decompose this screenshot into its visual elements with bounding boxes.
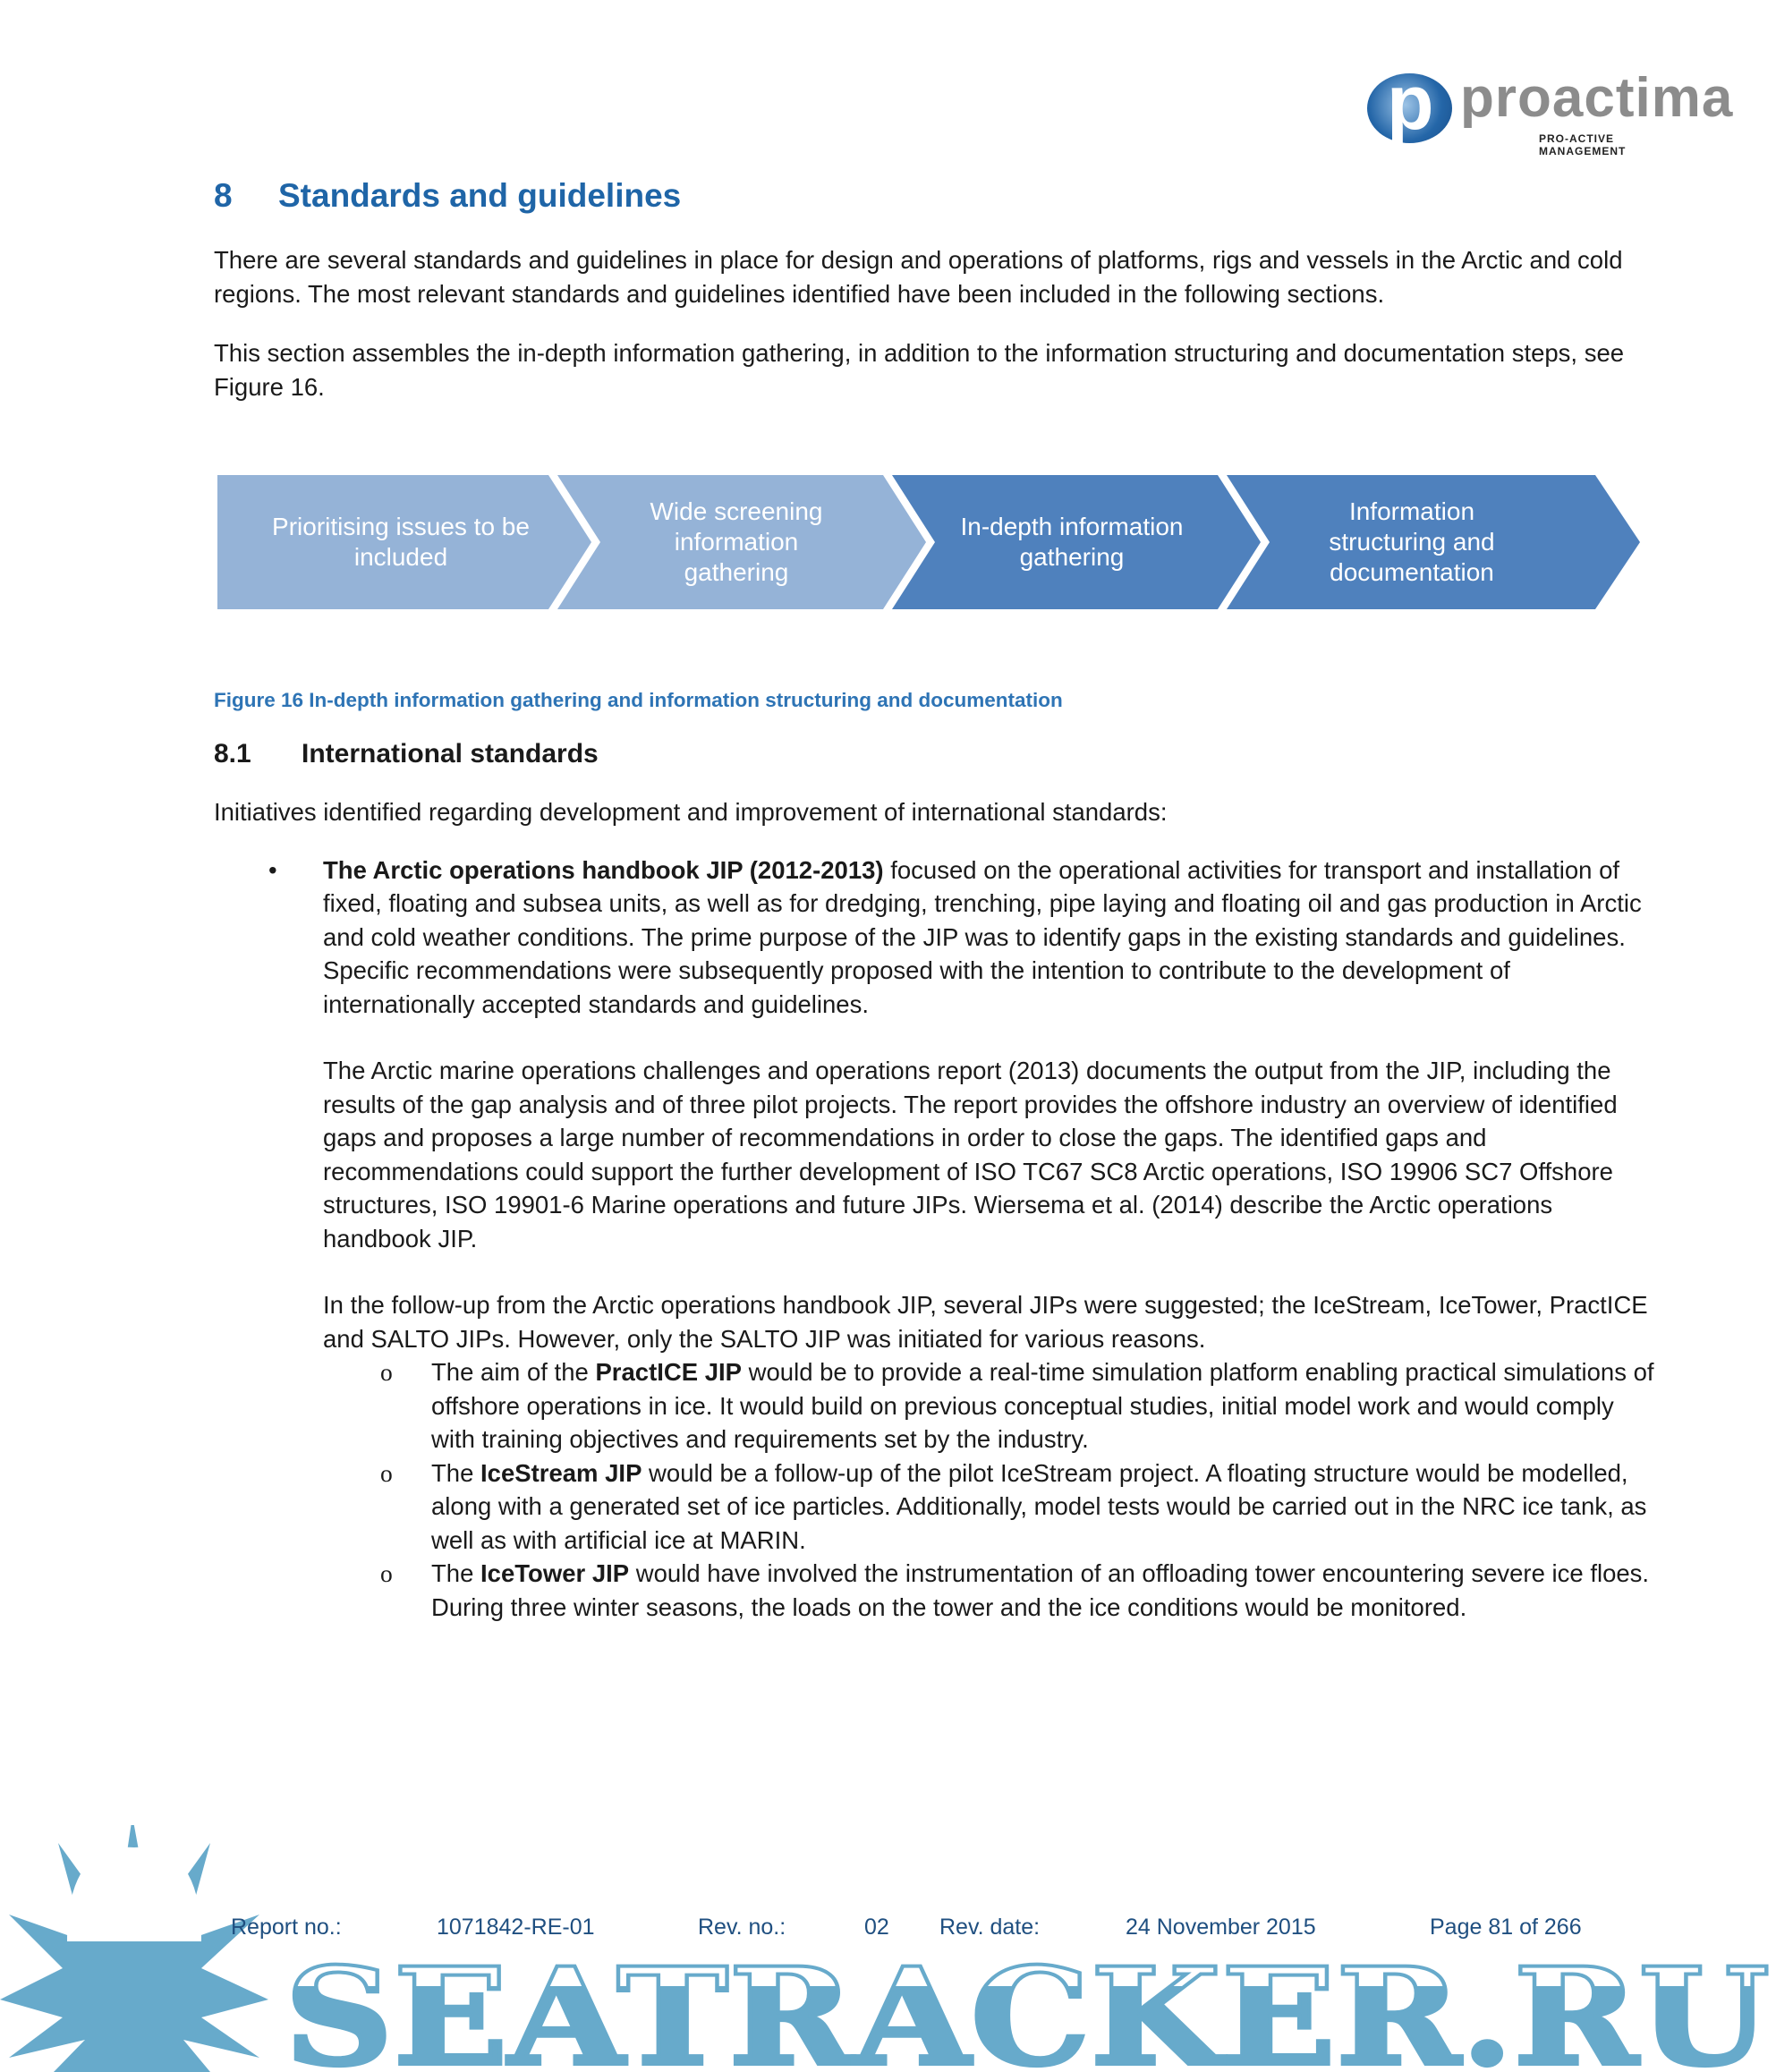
watermark-text: SEATRACKER.RU	[285, 1955, 1770, 2072]
bullet-paragraph-3: In the follow-up from the Arctic operations handbook JIP, several JIPs were suggested; the IceStream, IceTower, PractICE and SALTO JIPs. However, only the SALTO JIP was initiated for various reasons.	[323, 1291, 1648, 1353]
sub-bullet-item	[323, 1557, 1663, 1624]
sub-bullet-icetower	[431, 1557, 1663, 1624]
rev-label: Rev. no.:	[698, 1915, 786, 1940]
sub-bullet-item	[323, 1355, 1663, 1456]
bullet-item	[214, 853, 1663, 1022]
figure-caption: Figure 16 In-depth information gathering and information structuring and documentation	[214, 689, 1063, 711]
sub-text: The aim of the	[431, 1358, 596, 1386]
report-label: Report no.:	[231, 1915, 342, 1940]
report-number: 1071842-RE-01	[437, 1915, 595, 1940]
bullet-text: focused on the operational activities for transport and installation of fixed, floating and subsea units, as well as for dredging, trenching, pipe laying and floating oil and gas production in Arctic and cold weather conditions. The prime purpose of the JIP was to identify gaps in the existing standards and guidelines. Specific recommendations were subsequently proposed with the intention to contribute to the development of internationally accepted standards and guidelines.	[323, 855, 1642, 1018]
step-2-label: Wide screening information gathering	[650, 497, 823, 586]
date-label: Rev. date:	[939, 1915, 1041, 1940]
sub-text: would have involved the instrumentation of an offloading tower encountering severe ice floes. During three winter seasons, the loads on the tower and the ice conditions would be monitored.	[431, 1559, 1650, 1621]
sub-bullet-practice	[431, 1355, 1663, 1456]
step-1-label: Prioritising issues to be included	[272, 513, 530, 571]
rev-number: 02	[864, 1915, 889, 1940]
page-number: Page 81 of 266	[1430, 1915, 1582, 1940]
sub-bold: PractICE JIP	[595, 1358, 742, 1386]
sub-text: would be a follow-up of the pilot IceStream project. A floating structure would be modelled, along with a generated set of ice particles. Additionally, model tests would be carried out in the NRC ice tank, as well as with artificial ice at MARIN.	[431, 1458, 1647, 1554]
page-content	[214, 243, 1663, 1624]
process-diagram	[217, 475, 1640, 609]
step-4-label: Information structuring and documentation	[1329, 497, 1495, 586]
subsection-number: 8.1	[214, 739, 251, 769]
bullet-icon: •	[268, 855, 277, 884]
sub-text: The	[431, 1559, 481, 1587]
sub-bullet-item	[323, 1456, 1663, 1558]
heading-title: Standards and guidelines	[278, 177, 682, 214]
section-heading	[214, 177, 681, 215]
bullet-paragraph-2: The Arctic marine operations challenges and operations report (2013) documents the output from the JIP, including the results of the gap analysis and of three pilot projects. The report provides the offshore industry an overview of identified gaps and proposes a large number of recommendations in order to close the gaps. The identified gaps and recommendations could support the further development of ISO TC67 SC8 Arctic operations, ISO 19906 SC7 Offshore structures, ISO 19901-6 Marine operations and future JIPs. Wiersema et al. (2014) describe the Arctic operations handbook JIP.	[323, 1057, 1618, 1253]
sub-bullet-icon: o	[380, 1559, 393, 1587]
intro-paragraph-2: This section assembles the in-depth information gathering, in addition to the information structuring and documentation steps, see Figure 16.	[214, 339, 1625, 401]
intro-paragraph-1: There are several standards and guidelines in place for design and operations of platforms, rigs and vessels in the Arctic and cold regions. The most relevant standards and guidelines identified have been included in the following sections.	[214, 246, 1623, 308]
sub-bold: IceTower JIP	[480, 1559, 630, 1587]
step-3-label: In-depth information gathering	[960, 513, 1184, 571]
proactima-logo	[1360, 60, 1734, 157]
bullet-paragraph	[323, 853, 1663, 1022]
section-intro: Initiatives identified regarding development and improvement of international standards:	[214, 798, 1168, 826]
sub-bullet-icon: o	[380, 1458, 393, 1487]
logo-tagline: PRO-ACTIVE MANAGEMENT	[1539, 132, 1627, 157]
sub-bullet-icon: o	[380, 1358, 393, 1386]
seatracker-watermark	[0, 1955, 1776, 2072]
page-footer	[231, 1915, 1662, 1943]
sub-bold: IceStream JIP	[480, 1458, 642, 1487]
sub-text: would be to provide a real-time simulation platform enabling practical simulations of offshore operations in ice. It would build on previous conceptual studies, initial model work and would comply with training objectives and requirements set by the industry.	[431, 1358, 1654, 1453]
subsection-title: International standards	[302, 739, 599, 769]
bullet-bold: The Arctic operations handbook JIP (2012-2013)	[323, 855, 884, 884]
rev-date: 24 November 2015	[1126, 1915, 1316, 1940]
heading-number: 8	[214, 177, 233, 214]
sub-bullet-icestream	[431, 1456, 1663, 1558]
subsection-heading	[214, 738, 1663, 770]
logo-name: proactima	[1460, 67, 1734, 129]
sub-text: The	[431, 1458, 481, 1487]
logo-letter: p	[1387, 60, 1434, 146]
